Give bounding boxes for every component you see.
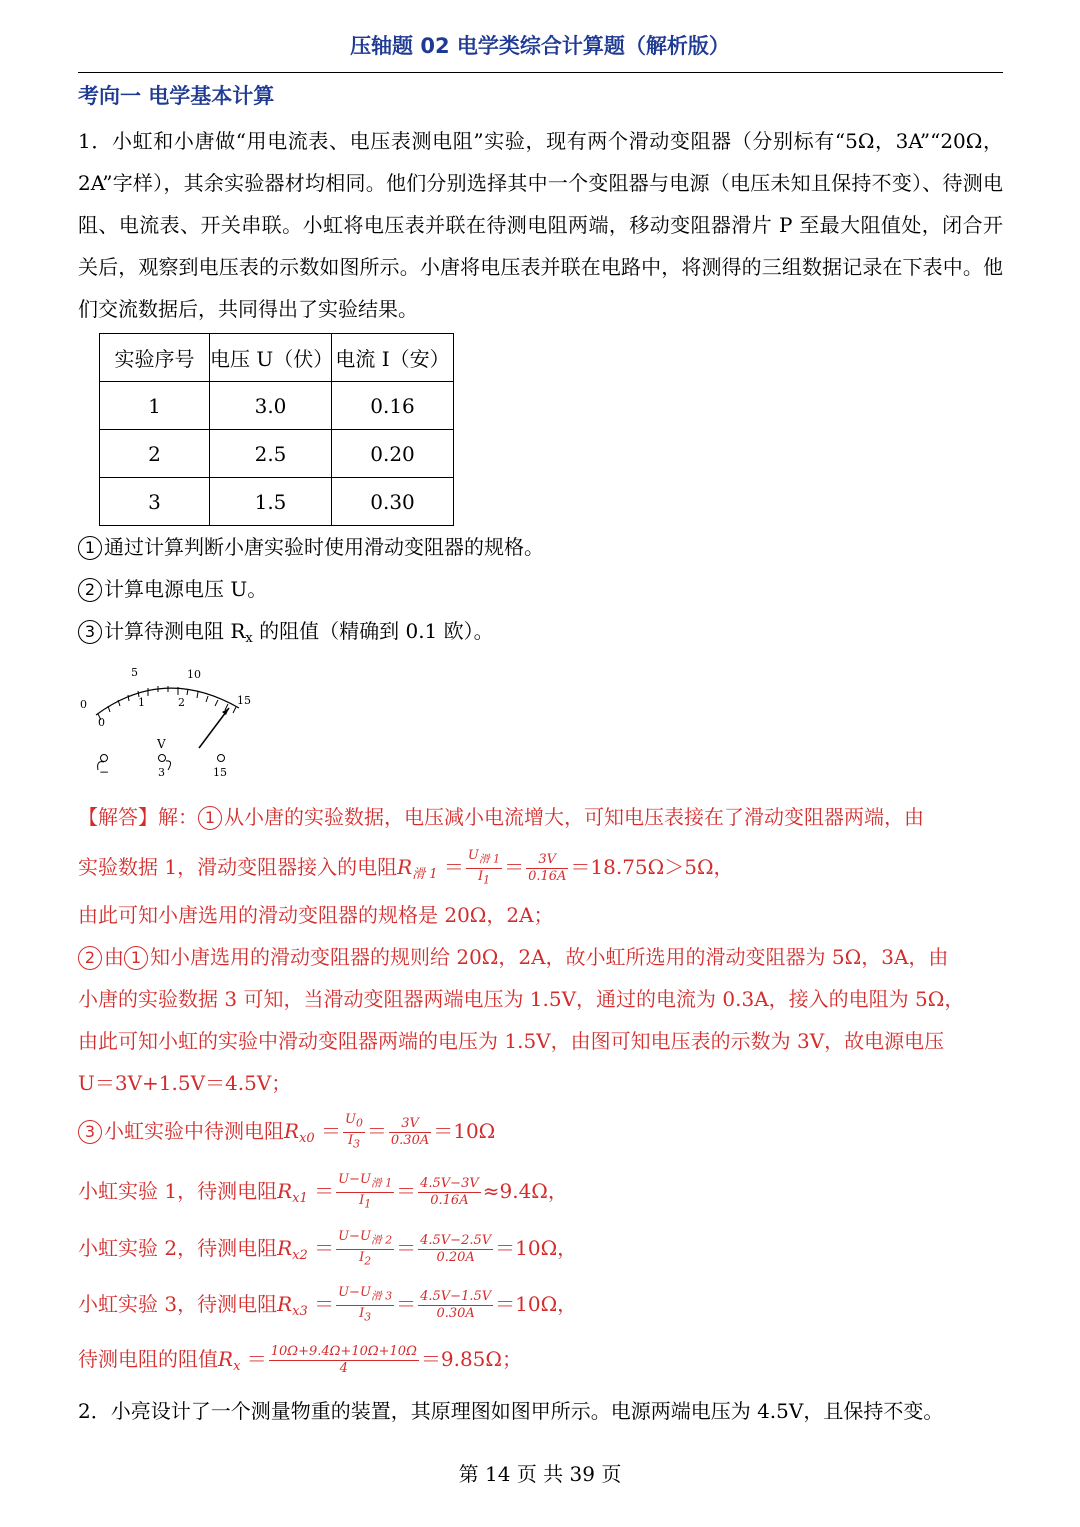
data-table [99,333,454,526]
table-cell: 3.0 [210,382,332,430]
table-header-cell: 电压 U（伏） [210,334,332,382]
table-cell: 2.5 [210,430,332,478]
meter-scale-label: 1 [138,696,145,709]
answer-text: 小虹实验 3，待测电阻 [78,1292,278,1316]
meter-scale-label: 0 [80,698,87,711]
terminal-3 [159,755,166,762]
sub-question-3 [78,610,494,660]
answer-text: 由 [104,945,124,969]
circled-number: 1 [78,536,102,560]
answer-line-4 [78,936,948,978]
answer-text: 解： [158,805,198,829]
terminal-label: − [99,765,110,779]
answer-text: ≈9.4Ω， [482,1179,568,1203]
table-cell: 0.20 [332,430,454,478]
answer-text: 小虹实验 1，待测电阻 [78,1179,278,1203]
circled-number: 1 [198,806,222,830]
meter-scale-label: 0 [98,716,105,729]
terminal-label: 15 [213,766,227,779]
answer-text: 实验数据 1，滑动变阻器接入的电阻 [78,855,398,879]
meter-label: V [157,737,166,751]
meter-scale-label: 10 [187,668,201,681]
answer-text: ＝9.85Ω； [420,1347,522,1371]
circled-number: 3 [78,620,102,644]
circled-number: 3 [78,1120,102,1144]
table-cell: 2 [100,430,210,478]
answer-label: 【解答】 [78,805,158,829]
meter-ticks [98,686,236,720]
table-cell: 3 [100,478,210,526]
sub-question-text: 通过计算判断小唐实验时使用滑动变阻器的规格。 [104,535,544,559]
table-row [100,382,454,430]
meter-scale-label: 5 [131,666,138,679]
meter-needle [199,708,229,748]
circled-number: 2 [78,946,102,970]
meter-scale-label: 2 [178,696,185,709]
answer-line-10: 小虹实验 2，待测电阻$R_{x2}$ ＝ $\frac{U-U_{滑 2}}{I_2}$ ＝ $\frac{4.5V-2.5V}{0.20A}$ ＝10Ω， [78,1229,578,1268]
answer-line-11: 小虹实验 3，待测电阻$R_{x3}$ ＝ $\frac{U-U_{滑 3}}{I_3}$ ＝ $\frac{4.5V-1.5V}{0.30A}$ ＝10Ω， [78,1285,578,1324]
meter-scale-label: 15 [237,694,251,707]
answer-line-3: 由此可知小唐选用的滑动变阻器的规格是 20Ω，2A； [78,903,554,927]
answer-line-12: 待测电阻的阻值$R_x$ ＝ $\frac{10\Omega+9.4\Omega+10\Omega+10\Omega}{4}$ ＝9.85Ω； [78,1344,522,1376]
answer-text: 知小唐选用的滑动变阻器的规则给 20Ω，2A，故小虹所选用的滑动变阻器为 5Ω，3A，由 [150,945,949,969]
wire-3 [166,761,171,770]
table-cell: 1.5 [210,478,332,526]
question-1-intro: 1．小虹和小唐做“用电流表、电压表测电阻”实验，现有两个滑动变阻器（分别标有“5Ω，3A”“20Ω，2A”字样），其余实验器材均相同。他们分别选择其中一个变阻器与电源（电压未知且保持不变）、待测电阻、电流表、开关串联。小虹将电压表并联在待测电阻两端，移动变阻器滑片 P 至最大阻值处，闭合开关后，观察到电压表的示数如图所示。小唐将电压表并联在电路中，将测得的三组数据记录在下表中。他们交流数据后，共同得出了实验结果。 [78,129,1003,321]
answer-text: 小虹实验 2，待测电阻 [78,1236,278,1260]
sub-question-text: 计算待测电阻 R [104,619,246,643]
table-cell: 0.16 [332,382,454,430]
answer-text: ＝10Ω [433,1119,496,1143]
sub-question-text: 的阻值（精确到 0.1 欧）。 [252,619,494,643]
voltmeter-diagram [74,660,264,785]
subscript: x [245,631,253,646]
sub-question-text: 计算电源电压 U。 [104,577,268,601]
table-header-row [100,334,454,382]
table-header-cell: 实验序号 [100,334,210,382]
table-cell: 1 [100,382,210,430]
answer-line-5: 小唐的实验数据 3 可知，当滑动变阻器两端电压为 1.5V，通过的电流为 0.3A，接入的电阻为 5Ω， [78,987,965,1011]
sub-question-2 [78,568,267,610]
terminal-label: 3 [158,766,165,779]
answer-line-8: 3 小虹实验中待测电阻$R_{x0}$ ＝ $\frac{U_0}{I_3}$ ＝ $\frac{3V}{0.30A}$ ＝10Ω [78,1110,495,1160]
sub-question-1 [78,526,544,568]
answer-line-7: U＝3V+1.5V＝4.5V； [78,1071,292,1095]
terminal-minus [101,755,108,762]
table-cell: 0.30 [332,478,454,526]
answer-line-9: 小虹实验 1，待测电阻$R_{x1}$ ＝ $\frac{U-U_{滑 1}}{I_1}$ ＝ $\frac{4.5V-3V}{0.16A}$ ≈9.4Ω， [78,1172,568,1211]
question-2-intro: 2．小亮设计了一个测量物重的装置，其原理图如图甲所示。电源两端电压为 4.5V，且保持不变。 [78,1399,944,1423]
answer-line-1 [78,796,924,838]
table-row [100,478,454,526]
circled-number: 2 [78,578,102,602]
answer-line-6: 由此可知小虹的实验中滑动变阻器两端的电压为 1.5V，由图可知电压表的示数为 3V，故电源电压 [78,1029,945,1053]
circled-number: 1 [124,946,148,970]
answer-text: ＝10Ω， [495,1236,578,1260]
answer-line-2: 实验数据 1，滑动变阻器接入的电阻$R_{滑 1}$ ＝ $\frac{U_{滑 1}}{I_1}$ ＝ $\frac{3V}{0.16A}$ ＝18.75Ω＞5Ω， [78,848,734,887]
answer-text: ＝18.75Ω＞5Ω， [570,855,734,879]
answer-text: ＝10Ω， [495,1292,578,1316]
terminal-15 [218,755,225,762]
answer-text: 从小唐的实验数据，电压减小电流增大，可知电压表接在了滑动变阻器两端，由 [224,805,924,829]
page-footer: 第 14 页 共 39 页 [458,1462,622,1486]
header-rule [78,72,1003,73]
table-header-cell: 电流 I（安） [332,334,454,382]
section-title: 考向一 电学基本计算 [78,84,275,108]
table-row [100,430,454,478]
answer-text: 待测电阻的阻值 [78,1347,218,1371]
page-header-title: 压轴题 02 电学类综合计算题（解析版） [350,34,730,58]
answer-text: 小虹实验中待测电阻 [104,1119,284,1143]
